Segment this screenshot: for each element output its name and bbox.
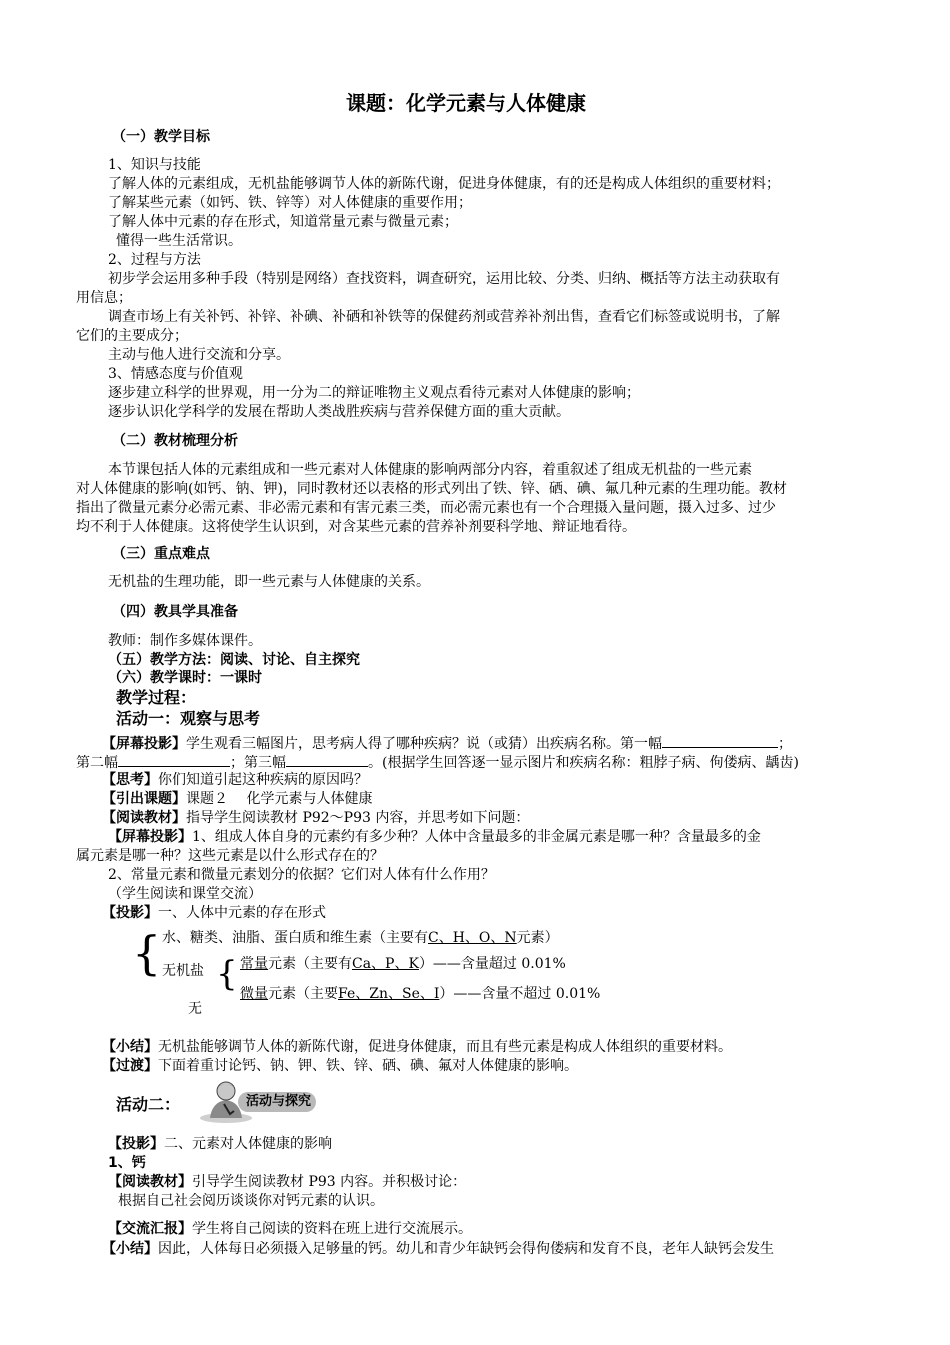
inner-brace: { — [216, 954, 238, 994]
text-line: 初步学会运用多种手段（特别是网络）查找资料，调查研究，运用比较、分类、归纳、概括等方法主动获取有 — [108, 271, 780, 287]
text-span: 无机盐能够调节人体的新陈代谢，促进身体健康，而且有些元素是构成人体组织的重要材料。 — [158, 1039, 732, 1055]
tag-label: 【小结】 — [102, 1039, 158, 1055]
tag-label: 【过渡】 — [102, 1058, 158, 1074]
activity1-heading: 活动一：观察与思考 — [116, 709, 261, 728]
text-span: 引导学生阅读教材 P93 内容。并积极讨论： — [192, 1174, 467, 1190]
section-heading-key-points: （三）重点难点 — [112, 546, 210, 562]
text-line: 1、知识与技能 — [108, 157, 201, 173]
tag-label: 【投影】 — [102, 905, 158, 921]
section-heading-periods: （六）教学课时：一课时 — [108, 670, 262, 686]
reading-line — [102, 809, 529, 827]
text-span: 你们知道引起这种疾病的原因吗？ — [158, 772, 368, 788]
tag-label: 【思考】 — [102, 772, 158, 788]
elements-underlined: Ca、P、K — [352, 956, 419, 972]
section-heading-analysis: （二）教材梳理分析 — [112, 433, 238, 449]
projection-line — [102, 904, 326, 922]
text-span: ）——含量不超过 0.01% — [439, 986, 601, 1002]
calcium-heading: 1、钙 — [108, 1155, 146, 1171]
text-line: 2、过程与方法 — [108, 252, 201, 268]
text-line: 指出了微量元素分必需元素、非必需元素和有害元素三类，而必需元素也有一个合理摄入量问题，摄入过多、过少 — [76, 500, 776, 516]
tag-label: 【投影】 — [108, 1136, 164, 1152]
tree-line-macro — [240, 955, 566, 973]
tree-label-salt: 无机盐 — [162, 963, 204, 979]
think-line — [102, 771, 368, 789]
screen-question-line — [108, 828, 761, 846]
text-line: 3、情感态度与价值观 — [108, 366, 243, 382]
tag-label: 【阅读教材】 — [102, 810, 186, 826]
text-line: 对人体健康的影响(如钙、钠、钾)，同时教材还以表格的形式列出了铁、锌、硒、碘、氟几种元素的生理功能。教材 — [76, 481, 787, 497]
tag-label: 【小结】 — [102, 1241, 158, 1257]
text-span: 课题２ 化学元素与人体健康 — [186, 791, 373, 807]
text-span: 学生观看三幅图片，思考病人得了哪种疾病？说（或猜）出疾病名称。第一幅 — [186, 736, 662, 752]
text-line: 调查市场上有关补钙、补锌、补碘、补硒和补铁等的保健药剂或营养补剂出售，查看它们标签或说明书，了解 — [108, 309, 780, 325]
answer-blank[interactable] — [286, 752, 368, 767]
tree-label-wu: 无 — [188, 1001, 202, 1017]
answer-blank[interactable] — [662, 733, 778, 748]
summary-line — [102, 1038, 732, 1056]
screen-projection-line-2 — [76, 752, 799, 772]
text-span: 。(根据学生回答逐一显示图片和疾病名称：粗脖子病、佝偻病、龋齿) — [368, 755, 799, 771]
text-line: 2、常量元素和微量元素划分的依据？它们对人体有什么作用？ — [108, 867, 495, 883]
text-span: 因此，人体每日必须摄入足够量的钙。幼儿和青少年缺钙会得佝偻病和发育不良，老年人缺钙会发生 — [158, 1241, 774, 1257]
text-span: 下面着重讨论钙、钠、钾、铁、锌、硒、碘、氟对人体健康的影响。 — [158, 1058, 578, 1074]
text-line: 主动与他人进行交流和分享。 — [108, 347, 290, 363]
reading-line — [108, 1173, 466, 1191]
text-line: 均不利于人体健康。这将使学生认识到，对含某些元素的营养补剂要科学地、辩证地看待。 — [76, 519, 636, 535]
text-span: 学生将自己阅读的资料在班上进行交流展示。 — [192, 1221, 472, 1237]
text-span: 二、元素对人体健康的影响 — [164, 1136, 332, 1152]
text-line: 它们的主要成分； — [76, 328, 188, 344]
report-line — [108, 1220, 472, 1238]
text-span: 指导学生阅读教材 P92～P93 内容，并思考如下问题： — [186, 810, 530, 826]
transition-line — [102, 1057, 578, 1075]
text-span: ）——含量超过 0.01% — [418, 956, 566, 972]
projection-line — [108, 1135, 332, 1153]
text-span: 一、人体中元素的存在形式 — [158, 905, 326, 921]
tree-line-micro — [240, 985, 600, 1003]
text-line: 无机盐的生理功能，即一些元素与人体健康的关系。 — [108, 574, 430, 590]
text-span: 1、组成人体自身的元素约有多少种？人体中含量最多的非金属元素是哪一种？含量最多的金 — [192, 829, 761, 845]
text-span: 第二幅 — [76, 755, 118, 771]
text-line: 了解某些元素（如钙、铁、锌等）对人体健康的重要作用； — [108, 195, 472, 211]
intro-line — [102, 790, 372, 808]
tag-label: 【交流汇报】 — [108, 1221, 192, 1237]
text-line: 本节课包括人体的元素组成和一些元素对人体健康的影响两部分内容，着重叙述了组成无机盐的一些元素 — [108, 462, 752, 478]
tag-label: 【引出课题】 — [102, 791, 186, 807]
text-line: 教师：制作多媒体课件。 — [108, 633, 262, 649]
text-line: 了解人体中元素的存在形式，知道常量元素与微量元素； — [108, 214, 458, 230]
tag-label: 【屏幕投影】 — [102, 736, 186, 752]
left-brace: { — [132, 926, 162, 980]
section-heading-objectives: （一）教学目标 — [112, 129, 210, 145]
text-line: 了解人体的元素组成，无机盐能够调节人体的新陈代谢，促进身体健康，有的还是构成人体组织的重要材料； — [108, 176, 780, 192]
summary-line — [102, 1240, 774, 1258]
tree-line-organic — [162, 929, 559, 947]
text-line: 根据自己社会阅历谈谈你对钙元素的认识。 — [118, 1193, 384, 1209]
text-span: 元素（主要有 — [268, 956, 352, 972]
tag-label: 【屏幕投影】 — [108, 829, 192, 845]
elements-underlined: C、H、O、N — [428, 930, 517, 946]
text-span: 微量 — [240, 986, 268, 1002]
badge-label: 活动与探究 — [246, 1094, 312, 1109]
tag-label: 【阅读教材】 — [108, 1174, 192, 1190]
activity-badge — [196, 1078, 320, 1124]
text-line: 用信息； — [76, 290, 132, 306]
screen-projection-line — [102, 733, 792, 753]
activity2-heading: 活动二： — [116, 1095, 181, 1114]
text-span: 水、糖类、油脂、蛋白质和维生素（主要有 — [162, 930, 428, 946]
text-line: 属元素是哪一种？这些元素是以什么形式存在的？ — [76, 848, 384, 864]
answer-blank[interactable] — [118, 752, 230, 767]
section-heading-methods: （五）教学方法：阅读、讨论、自主探究 — [108, 652, 360, 668]
text-span: 常量 — [240, 956, 268, 972]
process-heading: 教学过程： — [116, 688, 197, 707]
text-span: 元素） — [516, 930, 559, 946]
elements-underlined: Fe、Zn、Se、I — [338, 986, 440, 1002]
text-line: 逐步认识化学科学的发展在帮助人类战胜疾病与营养保健方面的重大贡献。 — [108, 404, 570, 420]
text-span: ；第三幅 — [230, 755, 286, 771]
text-line: 懂得一些生活常识。 — [116, 233, 242, 249]
text-span: 元素（主要 — [268, 986, 338, 1002]
text-span: ； — [778, 736, 792, 752]
section-heading-materials: （四）教具学具准备 — [112, 604, 238, 620]
page-title: 课题：化学元素与人体健康 — [346, 91, 586, 115]
text-line: 逐步建立科学的世界观，用一分为二的辩证唯物主义观点看待元素对人体健康的影响； — [108, 385, 640, 401]
text-line: （学生阅读和课堂交流） — [108, 886, 262, 902]
